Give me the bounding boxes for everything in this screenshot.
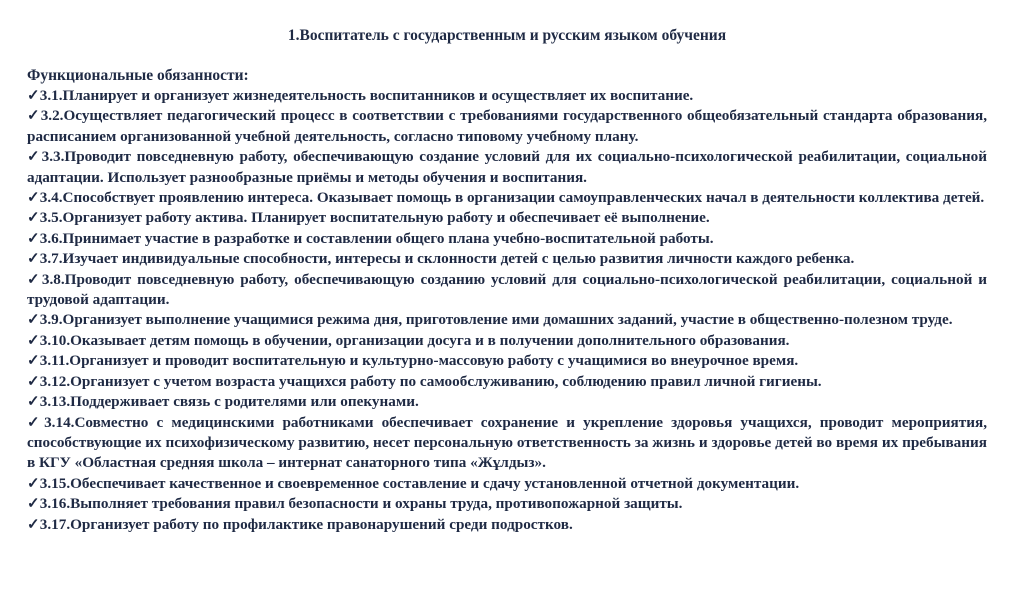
duty-text: 3.6.Принимает участие в разработке и составлении общего плана учебно-воспитательной работы. xyxy=(39,229,714,247)
checkmark-icon: ✓ xyxy=(27,311,40,329)
duty-item xyxy=(27,270,987,311)
duty-item xyxy=(27,413,987,474)
checkmark-icon: ✓ xyxy=(27,331,40,349)
duty-text: 3.1.Планирует и организует жизнедеятельность воспитанников и осуществляет их воспитание. xyxy=(39,87,694,104)
duty-item xyxy=(27,147,987,188)
duties-list xyxy=(27,86,987,535)
duty-text: 3.9.Организует выполнение учащимися режима дня, приготовление ими домашних заданий, участие в общественно-полезном труде. xyxy=(39,311,953,329)
duty-item xyxy=(27,86,987,106)
duty-item xyxy=(27,494,987,514)
duty-item xyxy=(27,249,987,269)
checkmark-icon: ✓ xyxy=(27,413,45,431)
checkmark-icon: ✓ xyxy=(27,352,40,370)
duty-text: 3.10.Оказывает детям помощь в обучении, организации досуга и в получении дополнительного образования. xyxy=(39,331,790,349)
duty-item xyxy=(27,474,987,494)
duty-text: 3.15.Обеспечивает качественное и своевременное составление и сдачу установленной отчетной документации. xyxy=(39,474,800,492)
duty-item xyxy=(27,331,987,351)
checkmark-icon: ✓ xyxy=(27,270,42,288)
duty-text: 3.8.Проводит повседневную работу, обеспечивающую созданию условий для социально-психологической реабилитации, социальной и трудовой адаптации. xyxy=(27,270,987,309)
document-title: 1.Воспитатель с государственным и русским языком обучения xyxy=(287,27,727,44)
checkmark-icon: ✓ xyxy=(27,515,40,533)
duty-text: 3.5.Организует работу актива. Планирует воспитательную работу и обеспечивает её выполнение. xyxy=(39,209,710,227)
checkmark-icon: ✓ xyxy=(27,107,41,125)
checkmark-icon: ✓ xyxy=(27,495,40,513)
checkmark-icon: ✓ xyxy=(27,87,40,104)
checkmark-icon: ✓ xyxy=(27,250,40,268)
checkmark-icon: ✓ xyxy=(27,209,40,227)
checkmark-icon: ✓ xyxy=(27,393,40,411)
duty-text: 3.3.Проводит повседневную работу, обеспечивающую создание условий для их социально-психологической реабилитации, социальной адаптации. Использует разнообразные приёмы и методы обучения и воспитания. xyxy=(27,148,988,186)
checkmark-icon: ✓ xyxy=(27,474,40,492)
duty-item xyxy=(27,351,987,371)
duty-item xyxy=(27,372,987,392)
duty-text: 3.14.Совместно с медицинскими работниками обеспечивает сохранение и укрепление здоровья учащихся, проводит мероприятия, способствующие их психофизическому развитию, несет персональную ответственность за жизнь и здоровье детей во время их пребывания в КГУ «Областная средняя школа – интернат санаторного типа «Жұлдыз». xyxy=(27,413,988,472)
duty-text: 3.11.Организует и проводит воспитательную и культурно-массовую работу с учащимися во внеурочное время. xyxy=(39,352,799,370)
duty-text: 3.12.Организует с учетом возраста учащихся работу по самообслуживанию, соблюдению правил личной гигиены. xyxy=(39,372,822,390)
duty-item xyxy=(27,106,987,147)
duty-text: 3.7.Изучает индивидуальные способности, интересы и склонности детей с целью развития личности каждого ребенка. xyxy=(39,250,855,268)
section-heading: Функциональные обязанности: xyxy=(27,67,249,84)
duty-text: 3.17.Организует работу по профилактике правонарушений среди подростков. xyxy=(39,515,573,533)
duty-text: 3.4.Способствует проявлению интереса. Оказывает помощь в организации самоуправленческих начал в деятельности коллектива детей. xyxy=(39,189,985,207)
duty-item xyxy=(27,310,987,330)
duty-text: 3.2.Осуществляет педагогический процесс в соответствии с требованиями государственного общеобязательный стандарта образования, расписанием организованной учебной деятельность, согласно типовому учебному плану. xyxy=(27,107,988,145)
checkmark-icon: ✓ xyxy=(27,148,42,166)
duty-text: 3.16.Выполняет требования правил безопасности и охраны труда, противопожарной защиты. xyxy=(39,495,683,513)
duty-item xyxy=(27,229,987,249)
duty-item xyxy=(27,208,987,228)
duty-text: 3.13.Поддерживает связь с родителями или опекунами. xyxy=(39,393,419,411)
duty-item xyxy=(27,188,987,208)
duty-item xyxy=(27,392,987,412)
checkmark-icon: ✓ xyxy=(27,229,40,247)
checkmark-icon: ✓ xyxy=(27,189,40,207)
duty-item xyxy=(27,515,987,535)
checkmark-icon: ✓ xyxy=(27,372,40,390)
